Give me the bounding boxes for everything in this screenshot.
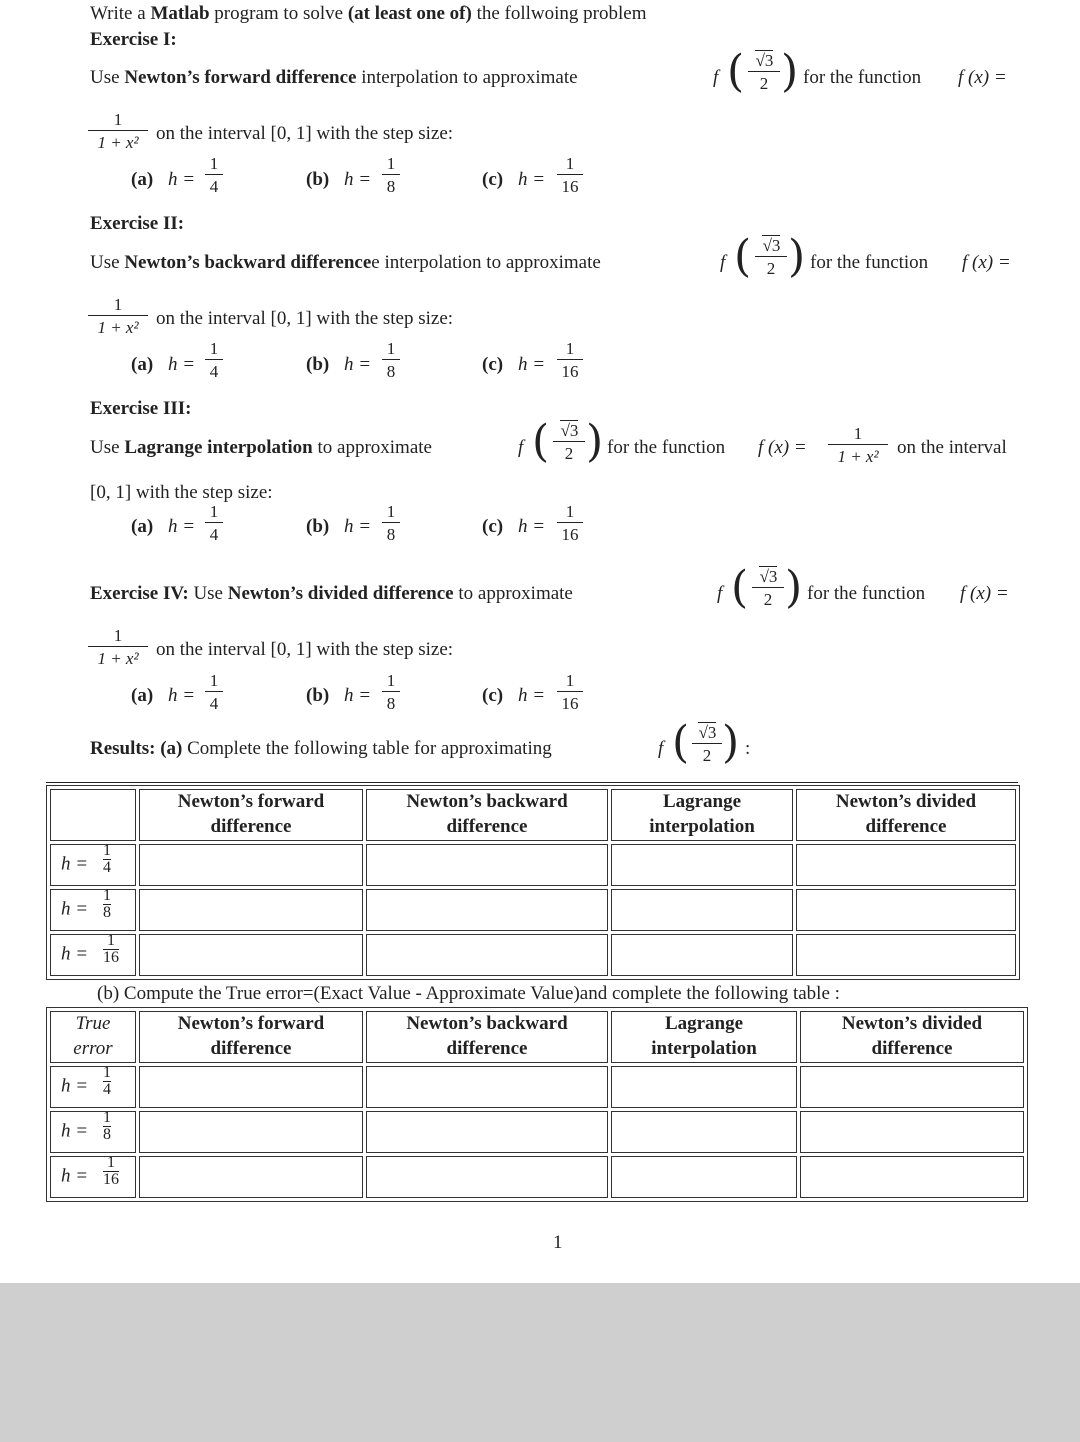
h-equals: h = (344, 685, 372, 706)
fraction-1-4: $\frac{1}{4}$ (205, 672, 223, 712)
answer-cell[interactable] (611, 844, 793, 886)
right-paren: ) (586, 416, 604, 467)
h-equals: h = (168, 354, 196, 375)
answer-cell[interactable] (366, 889, 608, 931)
fraction-1-16: $\frac{1}{16}$ (557, 340, 583, 380)
row-label-h-1-8: h = 1 8 (50, 889, 136, 931)
function-fraction: $\frac{1}{\text{1 + x²}}$ (828, 425, 888, 465)
f-symbol: f (717, 583, 723, 604)
f-symbol: f (720, 252, 726, 273)
answer-cell[interactable] (611, 1156, 797, 1198)
left-paren: ( (731, 562, 749, 613)
row-label-h-1-16: h = 1 16 (50, 934, 136, 976)
h-equals: h = (344, 516, 372, 537)
h-equals: h = (344, 354, 372, 375)
intro-line: Write a Matlab program to solve (at least one of) the follwoing problem (90, 3, 647, 24)
f-symbol: f (658, 738, 664, 759)
part-b-text: (b) Compute the True error=(Exact Value - Approximate Value)and complete the following table : (97, 983, 840, 1004)
colon: : (745, 738, 751, 759)
option-a: (a) (131, 516, 154, 537)
row-label-h-1-8: h = 1 8 (50, 1111, 136, 1153)
row-label-h-1-4: h = 1 4 (50, 844, 136, 886)
option-b: (b) (306, 354, 330, 375)
option-a: (a) (131, 685, 154, 706)
header-forward: Newton’s forward difference (139, 789, 363, 841)
h-equals: h = (168, 169, 196, 190)
right-paren: ) (722, 717, 740, 768)
fx-label: f (x) = (758, 437, 807, 458)
header-backward: Newton’s backward difference (366, 789, 608, 841)
answer-cell[interactable] (800, 1111, 1024, 1153)
table-1-rule (46, 782, 1018, 783)
answer-cell[interactable] (611, 1111, 797, 1153)
sqrt3-over-2: $\frac{√3}{2}$ (748, 52, 780, 92)
function-fraction: $\frac{1}{\text{1 + x²}}$ (88, 111, 148, 151)
page-number: 1 (553, 1232, 563, 1253)
exercise-3-title: Exercise III: (90, 398, 192, 419)
fraction-1-16: $\frac{1}{16}$ (557, 503, 583, 543)
option-b: (b) (306, 685, 330, 706)
fraction-1-8: $\frac{1}{8}$ (382, 340, 400, 380)
sqrt3-over-2: $\frac{√3}{2}$ (692, 724, 722, 764)
option-b: (b) (306, 516, 330, 537)
h-equals: h = (518, 685, 546, 706)
exercise-2-statement: Use Newton’s backward differencee interpolation to approximate (90, 252, 601, 273)
left-paren: ( (532, 416, 550, 467)
answer-cell[interactable] (796, 934, 1016, 976)
right-paren: ) (788, 231, 806, 282)
interval-text: on the interval [0, 1] with the step size: (156, 639, 454, 660)
answer-cell[interactable] (139, 1111, 363, 1153)
left-paren: ( (672, 717, 690, 768)
exercise-1-statement: Use Newton’s forward difference interpolation to approximate (90, 67, 578, 88)
answer-cell[interactable] (611, 1066, 797, 1108)
exercise-2-title: Exercise II: (90, 213, 185, 234)
exercise-1-title: Exercise I: (90, 29, 177, 50)
row-label-h-1-16: h = 1 16 (50, 1156, 136, 1198)
answer-cell[interactable] (366, 934, 608, 976)
h-equals: h = (518, 169, 546, 190)
answer-cell[interactable] (800, 1156, 1024, 1198)
fraction-1-16: $\frac{1}{16}$ (557, 672, 583, 712)
fraction-1-8: $\frac{1}{8}$ (382, 503, 400, 543)
fraction-1-8: $\frac{1}{8}$ (382, 672, 400, 712)
header-lagrange: Lagrange interpolation (611, 789, 793, 841)
interval-text: on the interval [0, 1] with the step size: (156, 308, 454, 329)
function-fraction: $\frac{1}{\text{1 + x²}}$ (88, 627, 148, 667)
answer-cell[interactable] (796, 844, 1016, 886)
answer-cell[interactable] (366, 1156, 608, 1198)
answer-cell[interactable] (139, 1156, 363, 1198)
row-label-h-1-4: h = 1 4 (50, 1066, 136, 1108)
results-table-true-error (46, 1007, 1028, 1202)
h-equals: h = (344, 169, 372, 190)
header-lagrange: Lagrange interpolation (611, 1011, 797, 1063)
on-interval: on the interval (897, 437, 1007, 458)
option-a: (a) (131, 169, 154, 190)
function-fraction: $\frac{1}{\text{1 + x²}}$ (88, 296, 148, 336)
fraction-1-4: $\frac{1}{4}$ (205, 155, 223, 195)
answer-cell[interactable] (366, 1066, 608, 1108)
table-corner (50, 789, 136, 841)
header-forward: Newton’s forward difference (139, 1011, 363, 1063)
header-backward: Newton’s backward difference (366, 1011, 608, 1063)
answer-cell[interactable] (800, 1066, 1024, 1108)
fx-label: f (x) = (960, 583, 1009, 604)
for-function: for the function (803, 67, 922, 88)
header-divided: Newton’s divided difference (800, 1011, 1024, 1063)
answer-cell[interactable] (139, 844, 363, 886)
fraction-1-4: $\frac{1}{4}$ (205, 503, 223, 543)
interval-text: on the interval [0, 1] with the step size: (156, 123, 454, 144)
exercise-3-statement: Use Lagrange interpolation to approximate (90, 437, 432, 458)
sqrt3-over-2: $\frac{√3}{2}$ (752, 568, 784, 608)
answer-cell[interactable] (139, 934, 363, 976)
right-paren: ) (785, 562, 803, 613)
results-line: Results: (a) Complete the following table for approximating (90, 738, 552, 759)
left-paren: ( (727, 46, 745, 97)
for-function: for the function (607, 437, 726, 458)
exercise-4-statement: Exercise IV: Use Newton’s divided difference to approximate (90, 583, 573, 604)
interval-short: [0, 1] with the step size: (90, 482, 273, 503)
answer-cell[interactable] (796, 889, 1016, 931)
for-function: for the function (810, 252, 929, 273)
answer-cell[interactable] (139, 889, 363, 931)
answer-cell[interactable] (139, 1066, 363, 1108)
sqrt3-over-2: $\frac{√3}{2}$ (553, 422, 585, 462)
option-c: (c) (482, 685, 504, 706)
answer-cell[interactable] (611, 934, 793, 976)
for-function: for the function (807, 583, 926, 604)
fraction-1-4: $\frac{1}{4}$ (205, 340, 223, 380)
option-b: (b) (306, 169, 330, 190)
option-c: (c) (482, 169, 504, 190)
h-equals: h = (518, 516, 546, 537)
header-divided: Newton’s divided difference (796, 789, 1016, 841)
answer-cell[interactable] (611, 889, 793, 931)
f-symbol: f (713, 67, 719, 88)
answer-cell[interactable] (366, 844, 608, 886)
sqrt3-over-2: $\frac{√3}{2}$ (755, 237, 787, 277)
h-equals: h = (518, 354, 546, 375)
right-paren: ) (781, 46, 799, 97)
results-table-approximation (46, 785, 1020, 980)
option-a: (a) (131, 354, 154, 375)
table-corner-true-error: True error (50, 1011, 136, 1063)
fraction-1-8: $\frac{1}{8}$ (382, 155, 400, 195)
fx-label: f (x) = (958, 67, 1007, 88)
f-symbol: f (518, 437, 524, 458)
answer-cell[interactable] (366, 1111, 608, 1153)
fraction-1-16: $\frac{1}{16}$ (557, 155, 583, 195)
option-c: (c) (482, 354, 504, 375)
option-c: (c) (482, 516, 504, 537)
fx-label: f (x) = (962, 252, 1011, 273)
h-equals: h = (168, 685, 196, 706)
h-equals: h = (168, 516, 196, 537)
left-paren: ( (734, 231, 752, 282)
